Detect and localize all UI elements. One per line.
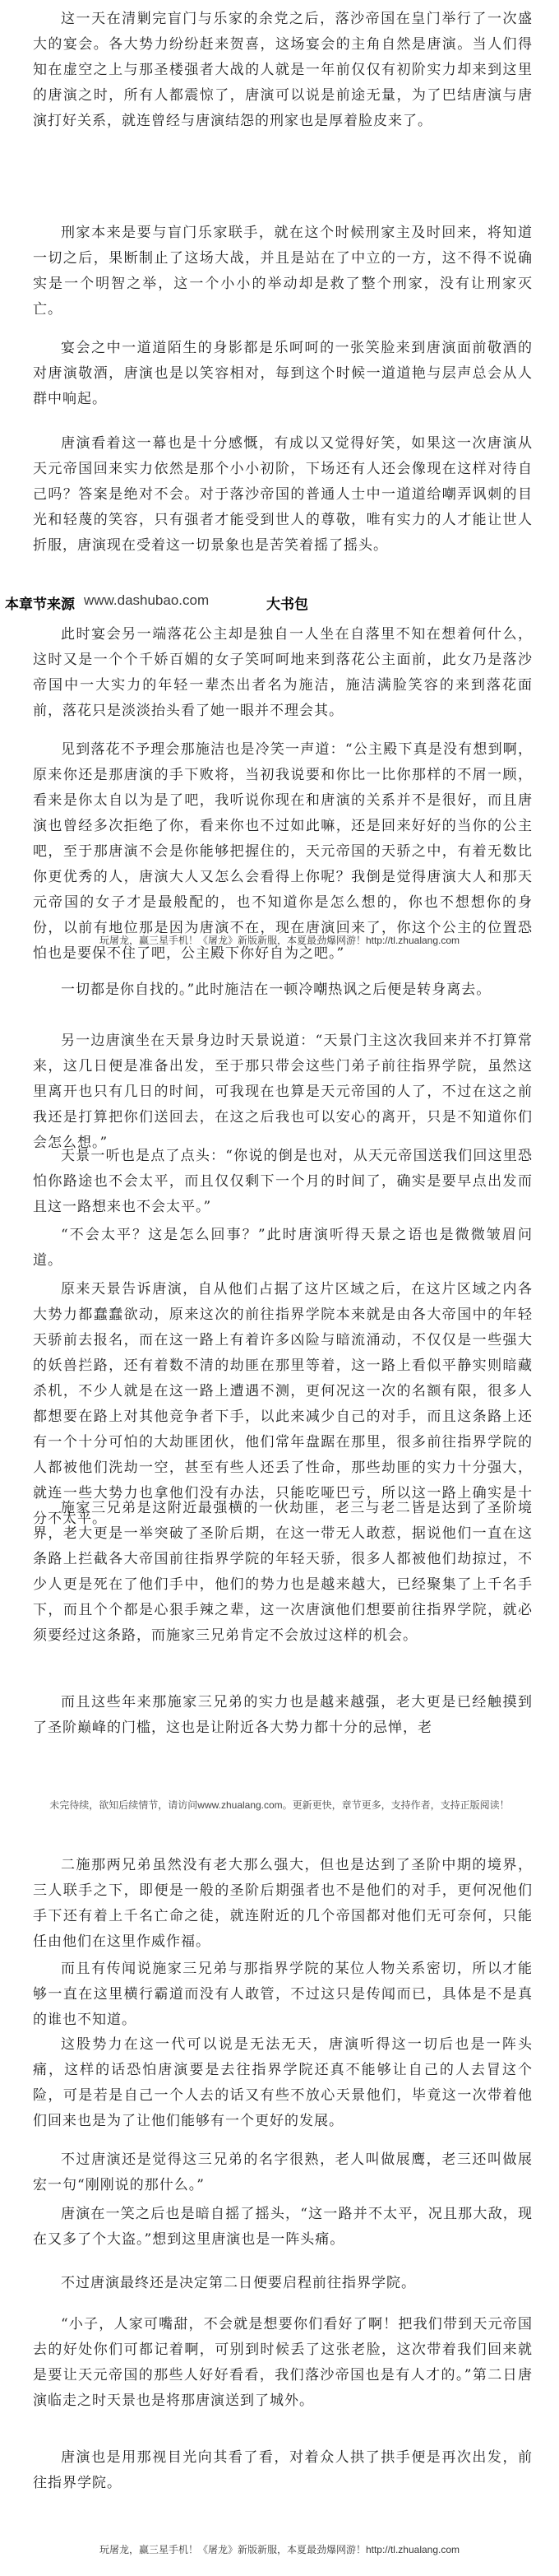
source-url-link[interactable]: www.dashubao.com — [84, 592, 210, 608]
ad-banner-bottom[interactable] — [0, 2542, 559, 2556]
story-paragraph: 而且有传闻说施家三兄弟与那指界学院的某位人物关系密切，所以才能够一直在这里横行霸道而没有人敢管，不过这只是传闻而已，具体是不是真的谁也不知道。 — [33, 1961, 533, 2028]
story-paragraph: 这一天在清剿完盲门与乐家的余党之后，落沙帝国在皇门举行了一次盛大的宴会。各大势力纷纷赶来贺喜，这场宴会的主角自然是唐演。当人们得知在虚空之上与那圣楼强者大战的人就是一年前仅仅有初阶实力却来到这里的唐演之时，所有人都震惊了，唐演可以说是前途无量，为了巴结唐演与唐演打好关系，就连曾经与唐演结怨的刑家也是厚着脸皮来了。 — [33, 11, 533, 129]
ad-link[interactable]: 玩屠龙，赢三星手机！《屠龙》新版新服，本夏最劲爆网游！http://tl.zhualang.com — [99, 935, 460, 946]
story-paragraph: 一切都是你自找的。”此时施洁在一顿冷嘲热讽之后便是转身离去。 — [61, 982, 492, 998]
site-source-banner — [5, 592, 547, 615]
story-paragraph: 施家三兄弟是这附近最强横的一伙劫匪，老三与老二皆是达到了圣阶境界，老大更是一举突破了圣阶后期，在这一带无人敢惹，据说他们一直在这条路上拦截各大帝国前往指界学院的年轻天骄，很多人都被他们劫掠过，不少人更是死在了他们手中，他们的势力也是越来越大，已经聚集了上千名手下，而且个个都是心狠手辣之辈，这一次唐演他们想要前往指界学院，就必须要经过这条路，而施家三兄弟肯定不会放过这样的机会。 — [33, 1500, 533, 1644]
story-paragraph: “小子，人家可嘴甜，不会就是想要你们看好了啊！把我们带到天元帝国去的好处你们可都记着啊，可别到时候丢了这张老脸，这次带着我们回来就是要让天元帝国的那些人好好看看，我们落沙帝国也是有人才的。”第二日唐演临走之时天景也是将那唐演送到了城外。 — [33, 2316, 533, 2409]
story-paragraph: 唐演看着这一幕也是十分感慨，有成以又觉得好笑，如果这一次唐演从天元帝国回来实力依然是那个小小初阶，下场还有人还会像现在这样对待自己吗？答案是绝对不会。对于落沙帝国的普通人士中一道道给嘲弄讽刺的目光和轻蔑的笑容，只有强者才能受到世人的尊敬，唯有实力的人才能让世人折服，唐演现在受着这一切景象也是苦笑着摇了摇头。 — [33, 435, 533, 554]
story-paragraph: 这股势力在这一代可以说是无法无天，唐演听得这一切后也是一阵头痛，这样的话恐怕唐演要是去往指界学院还真不能够让自己的人去冒这个险，可是若是自己一个人去的话又有些不放心天景他们，毕竟这一次带着他们回来也是为了让他们能够有一个更好的发展。 — [33, 2036, 533, 2129]
ad-link[interactable]: 玩屠龙，赢三星手机！《屠龙》新版新服，本夏最劲爆网游！http://tl.zhualang.com — [99, 2544, 460, 2555]
story-paragraph: 唐演也是用那视目光向其看了看，对着众人拱了拱手便是再次出发，前往指界学院。 — [33, 2449, 533, 2491]
story-paragraph: 不过唐演还是觉得这三兄弟的名字很熟，老人叫做展鹰，老三还叫做展宏一句“刚刚说的那什么。” — [33, 2151, 533, 2193]
source-label: 本章节来源 — [5, 596, 75, 612]
continue-reading-notice[interactable] — [25, 1797, 534, 1813]
story-paragraph: 此时宴会另一端落花公主却是独自一人坐在自落里不知在想着何什么，这时又是一个个千娇百媚的女子笑呵呵地来到落花公主面前，此女乃是落沙帝国中一大实力的年轻一辈杰出者名为施洁，施洁满脸笑容的来到落花面前，落花只是淡淡抬头看了她一眼并不理会其。 — [33, 626, 533, 719]
story-paragraph: 天景一听也是点了点头：“你说的倒是也对，从天元帝国送我们回这里恐怕你路途也不会太平，而且仅仅剩下一个月的时间了，确实是要早点出发而且这一路想来也不会太平。” — [33, 1148, 533, 1215]
notice-text[interactable]: 未完待续，欲知后续情节，请访问www.zhualang.com。更新更快，章节更多，支持作者，支持正版阅读！ — [49, 1799, 510, 1811]
story-paragraph: 二施那两兄弟虽然没有老大那么强大，但也是达到了圣阶中期的境界，三人联手之下，即便是一般的圣阶后期强者也不是他们的对手，更何况他们手下还有着上千名亡命之徒，就连附近的几个帝国都对他们无可奈何，只能任由他们在这里作威作福。 — [33, 1857, 533, 1950]
story-paragraph: 不过唐演最终还是决定第二日便要启程前往指界学院。 — [61, 2275, 416, 2291]
story-paragraph: 宴会之中一道道陌生的身影都是乐呵呵的一张笑脸来到唐演面前敬酒的对唐演敬酒，唐演也是以笑容相对，每到这个时候一道道艳与层声总会从人群中响起。 — [33, 340, 533, 407]
story-paragraph: 唐演在一笑之后也是暗自摇了摇头，“这一路并不太平，况且那大敌，现在又多了个大盗。”想到这里唐演也是一阵头痛。 — [33, 2206, 533, 2248]
story-paragraph: 而且这些年来那施家三兄弟的实力也是越来越强，老大更是已经触摸到了圣阶巅峰的门槛，这也是让附近各大势力都十分的忌惮，老 — [33, 1694, 533, 1736]
story-paragraph: “不会太平？这是怎么回事？”此时唐演听得天景之语也是微微皱眉问道。 — [33, 1227, 533, 1269]
source-brand: 大书包 — [266, 596, 308, 613]
story-paragraph: 另一边唐演坐在天景身边时天景说道：“天景门主这次我回来并不打算常来，这几日便是准备出发，至于那只带会这些门弟子前往指界学院，虽然这里离开也只有几日的时间，可我现在也算是天元帝国的人了，不过在这之前我还是打算把你们送回去，在这之后我也可以安心的离开，只是不知道你们会怎么想。” — [33, 1033, 533, 1151]
ad-banner-top[interactable] — [0, 933, 559, 947]
story-paragraph: 原来天景告诉唐演，自从他们占据了这片区域之后，在这片区域之内各大势力都蠢蠢欲动，原来这次的前往指界学院本来就是由各大帝国中的年轻天骄前去报名，而在这一路上有着许多凶险与暗流涌动，不仅仅是一些强大的妖兽拦路，还有着数不清的劫匪在那里等着，这一路上看似平静实则暗藏杀机，不少人就是在这一路上遭遇不测，更何况这一次的名额有限，很多人都想要在路上对其他竞争者下手，以此来减少自己的对手，而且这条路上还有一个十分可怕的大劫匪团伙，他们常年盘踞在那里，很多前往指界学院的人都被他们洗劫一空，甚至有些人还丢了性命，那些劫匪的实力十分强大，就连一些大势力也拿他们没有办法，只能吃哑巴亏，所以这一路上确实是十分不太平。 — [33, 1281, 533, 1527]
story-paragraph: 见到落花不予理会那施洁也是冷笑一声道：“公主殿下真是没有想到啊，原来你还是那唐演的手下败将，当初我说要和你比一比你那样的不屑一顾，看来是你太自以为是了吧，我听说你现在和唐演的关系并不是很好，而且唐演也曾经多次拒绝了你，看来你也不过如此嘛，还是回来好好的当你的公主吧，至于那唐演不会是你能够把握住的，天元帝国的天骄之中，有着无数比你更优秀的人，唐演大人又怎么会看得上你呢？我倒是觉得唐演大人和那天元帝国的女子才是最般配的，也不知道你是怎么想的，你也不想想你的身份，以前有地位那是因为唐演不在，现在唐演回来了，你这个公主的位置恐怕也是要保不住了吧，公主殿下你好自为之吧。” — [33, 741, 533, 962]
story-paragraph: 刑家本来是要与盲门乐家联手，就在这个时候刑家主及时回来，将知道一切之后，果断制止了这场大战，并且是站在了中立的一方，这不得不说确实是一个明智之举，这一个小小的举动却是救了整个刑家，没有让刑家灭亡。 — [33, 225, 533, 318]
